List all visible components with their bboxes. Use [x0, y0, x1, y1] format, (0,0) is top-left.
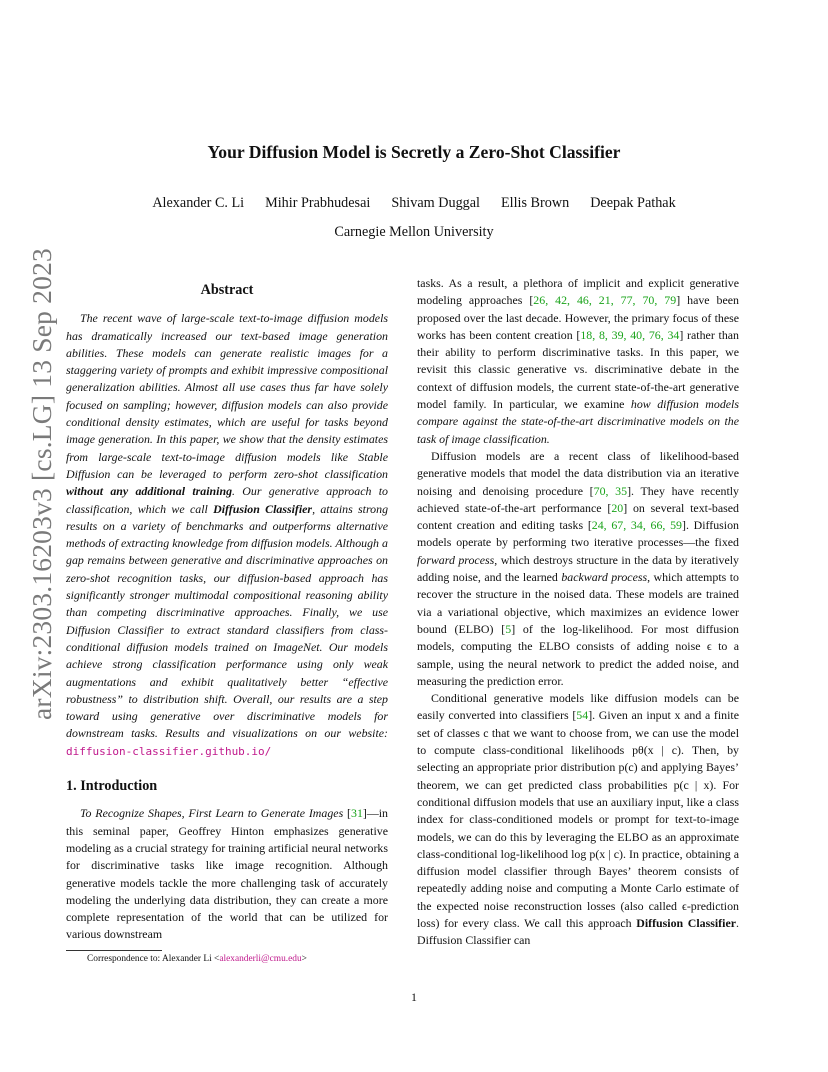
- intro-paragraph: To Recognize Shapes, First Learn to Generate Images [31]—in this seminal paper, Geoffrey Hinton emphasizes generative modeling as a crucial strategy for training artificial neural networks for discriminative tasks like image recognition. Although generative models tackle the more challenging task of accurately modeling the underlying data distribution, they can create a more complete representation of the world that can be utilized for various downstream: [66, 806, 388, 942]
- author: Alexander C. Li: [152, 195, 245, 211]
- author-list: [0, 195, 828, 212]
- citation-link[interactable]: 5: [505, 621, 512, 636]
- abstract-heading: Abstract: [200, 282, 254, 298]
- citation-link[interactable]: 54: [576, 708, 589, 723]
- author: Mihir Prabhudesai: [265, 195, 371, 211]
- footnote-divider: [66, 950, 162, 951]
- arxiv-identifier: arXiv:2303.16203v3 [cs.LG] 13 Sep 2023: [26, 248, 57, 720]
- citation-link[interactable]: 20: [611, 500, 624, 515]
- page-number: 1: [411, 990, 417, 1004]
- email-link[interactable]: alexanderli@cmu.edu: [219, 954, 302, 964]
- citation-link[interactable]: 18, 8, 39, 40, 76, 34: [580, 327, 680, 342]
- paper-title: Your Diffusion Model is Secretly a Zero-Shot Classifier: [207, 142, 621, 162]
- body-paragraph: tasks. As a result, a plethora of implicit and explicit generative modeling approaches [26, 42, 46, 21, 77, 70, 79] have been proposed over the last decade. However, the primary focus of these works has been content creation [18, 8, 39, 40, 76, 34] rather than their ability to perform discriminative tasks. In this paper, we revisit this classic generative vs. discriminative debate in the context of diffusion models, the current state-of-the-art generative model family. In particular, we examine how diffusion models compare against the state-of-the-art discriminative models on the task of image classification.: [417, 276, 739, 446]
- citation-link[interactable]: 70, 35: [593, 483, 628, 498]
- right-column: [417, 275, 739, 950]
- abstract-text: The recent wave of large-scale text-to-image diffusion models has dramatically increased our text-based image generation abilities. These models can generate realistic images for a staggering variety of prompts and exhibit impressive compositional generalization abilities. Almost all use cases thus far have solely focused on sampling; however, diffusion models can also provide conditional density estimates, which are useful for tasks beyond image generation. In this paper, we show that the density estimates from large-scale text-to-image diffusion models like Stable Diffusion can be leveraged to perform zero-shot classification without any additional training. Our generative approach to classification, which we call Diffusion Classifier, attains strong results on a variety of benchmarks and outperforms alternative methods of extracting knowledge from diffusion models. Although a gap remains between generative and discriminative approaches on zero-shot recognition tasks, our diffusion-based approach has significantly stronger multimodal compositional reasoning ability than competing discriminative approaches. Finally, we use Diffusion Classifier to extract standard classifiers from class-conditional diffusion models trained on ImageNet. Our models achieve strong classification performance using only weak augmentations and exhibit qualitatively better “effective robustness” to distribution shift. Overall, our results are a step toward using generative over discriminative models for downstream tasks. Results and visualizations on our website: diffusion-classifier.github.io/: [66, 311, 389, 758]
- section-heading-introduction: 1. Introduction: [66, 778, 158, 795]
- affiliation: Carnegie Mellon University: [334, 224, 494, 240]
- author: Ellis Brown: [501, 195, 570, 211]
- author: Shivam Duggal: [391, 195, 480, 211]
- left-column: [66, 282, 388, 944]
- citation-link[interactable]: 26, 42, 46, 21, 77, 70, 79: [533, 293, 677, 308]
- website-link[interactable]: diffusion-classifier.github.io/: [66, 744, 272, 758]
- citation-link[interactable]: 31: [351, 806, 363, 821]
- author: Deepak Pathak: [590, 195, 676, 211]
- body-paragraph: Conditional generative models like diffusion models can be easily converted into classifiers [54]. Given an input x and a finite set of classes c that we want to choose from, we can use the model to compute class-conditional likelihoods pθ(x | c). Then, by selecting an appropriate prior distribution p(c) and applying Bayes’ theorem, we can get predicted class probabilities p(c | x). For conditional diffusion models that use an auxiliary input, like a class index for class-conditioned models or prompt for text-to-image models, we can do this by leveraging the ELBO as an approximate class-conditional log-likelihood log p(x | c). In practice, obtaining a diffusion model classifier through Bayes’ theorem consists of repeatedly adding noise and computing a Monte Carlo estimate of the expected noise reconstruction losses (also called ϵ-prediction loss) for every class. We call this approach Diffusion Classifier. Diffusion Classifier can: [417, 691, 740, 948]
- body-paragraph: Diffusion models are a recent class of likelihood-based generative models that model the data distribution via an iterative noising and denoising procedure [70, 35]. They have recently achieved state-of-the-art performance [20] on several text-based content creation and editing tasks [24, 67, 34, 66, 59]. Diffusion models operate by performing two iterative processes—the fixed forward process, which destroys structure in the data by iteratively adding noise, and the learned backward process, which attempts to recover the structure in the noised data. These models are trained via a variational objective, which maximizes an evidence lower bound (ELBO) [5] of the log-likelihood. For most diffusion models, computing the ELBO consists of adding noise ϵ to a sample, using the neural network to predict the added noise, and measuring the prediction error.: [417, 448, 739, 688]
- citation-link[interactable]: 24, 67, 34, 66, 59: [591, 518, 682, 533]
- footnote: Correspondence to: Alexander Li <alexanderli@cmu.edu>: [87, 954, 307, 964]
